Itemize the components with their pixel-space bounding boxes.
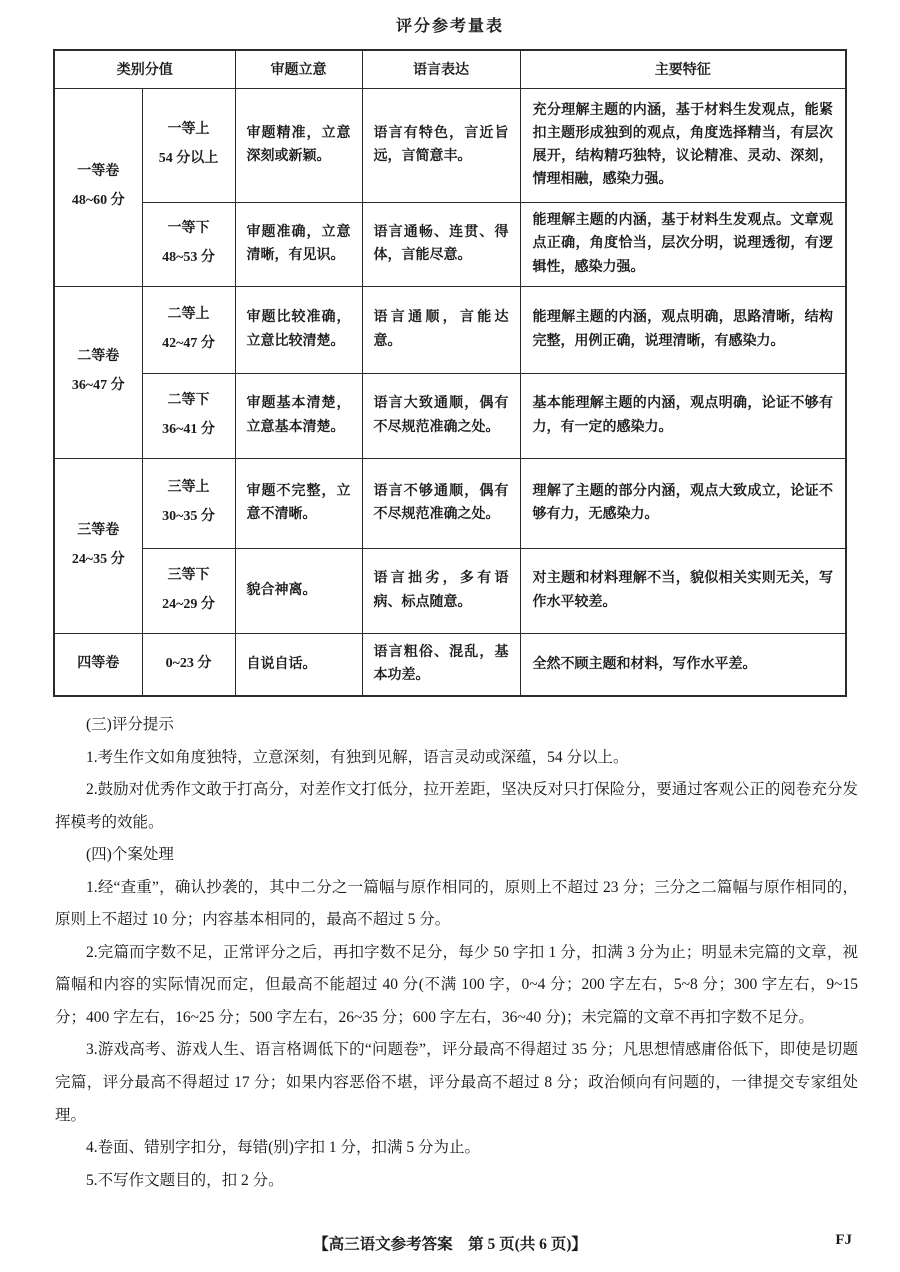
grade-group-name: 二等卷: [77, 349, 120, 365]
grade-level-score: 54 分以上: [158, 151, 219, 166]
grade3-lower-topic-cell: 貌合神离。: [235, 548, 362, 633]
grade2-lower-level-cell: [142, 373, 235, 458]
table-row-grade1-upper: [54, 88, 846, 202]
grade-level-score: 42~47 分: [162, 335, 215, 351]
grade-group-name: 三等卷: [77, 522, 120, 538]
table-row-grade2-upper: [54, 286, 846, 373]
grade3-group-cell: [54, 458, 142, 633]
section3-heading: (三)评分提示: [86, 716, 174, 733]
header-topic-intent: 审题立意: [235, 50, 362, 88]
section3-item-1: 1.考生作文如角度独特，立意深刻，有独到见解，语言灵动或深蕴，54 分以上。: [86, 748, 629, 766]
section4-item-4: 4.卷面、错别字扣分，每错(别)字扣 1 分，扣满 5 分为止。: [86, 1139, 480, 1157]
grade-level-name: 三等下: [167, 567, 210, 583]
section4-item-2: 2.完篇而字数不足，正常评分之后，再扣字数不足分，每少 50 字扣 1 分，扣满 3 分为止；明显未完篇的文章，视篇幅和内容的实际情况而定，但最高不能超过 40 分(不满 100 字，0~4 分；200 字左右，5~8 分；300 字左右，9~15 分；400 字左右，16~25 分；500 字左右，26~35 分；600 字左右，36~40 分)；未完篇的文章不再扣字数不足分。: [55, 943, 858, 1026]
footer-page-info: 【高三语文参考答案 第 5 页(共 6 页)】: [313, 1236, 587, 1253]
grade-group-name: 一等卷: [77, 164, 120, 180]
grade1-group-cell: [54, 88, 142, 286]
section3-item-2: 2.鼓励对优秀作文敢于打高分，对差作文打低分，拉开差距，坚决反对只打保险分，要通过客观公正的阅卷充分发挥模考的效能。: [55, 781, 858, 831]
grade-level-score: 30~35 分: [162, 509, 215, 524]
grade-level-score: 24~29 分: [162, 596, 215, 612]
grade1-lower-topic-cell: 审题准确，立意清晰，有见识。: [235, 202, 362, 286]
grade2-lower-topic-cell: 审题基本清楚，立意基本清楚。: [235, 373, 362, 458]
section4-item-1: 1.经“查重”，确认抄袭的，其中二分之一篇幅与原作相同的，原则上不超过 23 分；三分之二篇幅与原作相同的，原则上不超过 10 分；内容基本相同的，最高不超过 5 分。: [55, 878, 858, 929]
table-row-grade2-lower: [54, 373, 846, 458]
grade4-features-cell: 全然不顾主题和材料，写作水平差。: [520, 633, 846, 696]
footer-code: FJ: [835, 1232, 852, 1248]
grade3-lower-features-cell: 对主题和材料理解不当，貌似相关实则无关，写作水平较差。: [520, 548, 846, 633]
grade-group-range: 36~47 分: [71, 378, 125, 393]
grade4-language-cell: 语言粗俗、混乱，基本功差。: [362, 633, 520, 696]
grade-level-score: 36~41 分: [162, 421, 215, 437]
grade3-lower-level-cell: [142, 548, 235, 633]
grade4-group-cell: 四等卷: [54, 633, 142, 696]
section4-item-5: 5.不写作文题目的，扣 2 分。: [86, 1171, 284, 1189]
grade-level-name: 二等上: [167, 306, 210, 322]
grade4-topic-cell: 自说自话。: [235, 633, 362, 696]
grade2-upper-topic-cell: 审题比较准确，立意比较清楚。: [235, 286, 362, 373]
grade-level-name: 三等上: [167, 480, 210, 496]
grade3-lower-language-cell: 语言拙劣，多有语病、标点随意。: [362, 548, 520, 633]
table-row-grade4: [54, 633, 846, 696]
scoring-rubric-table: [53, 49, 847, 697]
table-row-grade3-lower: [54, 548, 846, 633]
grade2-upper-level-cell: [142, 286, 235, 373]
grade3-upper-features-cell: 理解了主题的部分内涵，观点大致成立，论证不够有力，无感染力。: [520, 458, 846, 548]
grade1-upper-features-cell: 充分理解主题的内涵，基于材料生发观点，能紧扣主题形成独到的观点，角度选择精当，有层次展开，结构精巧独特，议论精准、灵动、深刻，情理相融，感染力强。: [520, 88, 846, 202]
grade-group-range: 24~35 分: [71, 551, 125, 567]
section4-item-3: 3.游戏高考、游戏人生、语言格调低下的“问题卷”，评分最高不得超过 35 分；凡思想情感庸俗低下，即使是切题完篇，评分最高不得超过 17 分；如果内容恶俗不堪，评分最高不超过 8 分；政治倾向有问题的，一律提交专家组处理。: [55, 1041, 858, 1124]
grade3-upper-topic-cell: 审题不完整，立意不清晰。: [235, 458, 362, 548]
grade-level-name: 一等上: [167, 122, 210, 138]
grade2-upper-language-cell: 语言通顺，言能达意。: [362, 286, 520, 373]
grade1-lower-features-cell: 能理解主题的内涵，基于材料生发观点。文章观点正确，角度恰当，层次分明，说理透彻，有逻辑性，感染力强。: [520, 202, 846, 286]
page-title: 评分参考量表: [395, 18, 504, 35]
notes-section: [55, 709, 858, 1197]
grade1-upper-language-cell: 语言有特色，言近旨远，言简意丰。: [362, 88, 520, 202]
header-main-features: 主要特征: [520, 50, 846, 88]
grade1-upper-topic-cell: 审题精准，立意深刻或新颖。: [235, 88, 362, 202]
section4-heading: (四)个案处理: [86, 846, 174, 864]
header-language-expression: 语言表达: [362, 50, 520, 88]
grade2-lower-features-cell: 基本能理解主题的内涵，观点明确，论证不够有力，有一定的感染力。: [520, 373, 846, 458]
grade4-score-cell: 0~23 分: [142, 633, 235, 696]
table-row-grade1-lower: [54, 202, 846, 286]
grade2-group-cell: [54, 286, 142, 458]
page-footer: [0, 1232, 900, 1256]
grade-group-range: 48~60 分: [71, 193, 125, 208]
grade-level-name: 二等下: [167, 392, 210, 408]
grade1-lower-level-cell: [142, 202, 235, 286]
grade1-lower-language-cell: 语言通畅、连贯、得体，言能尽意。: [362, 202, 520, 286]
grade-level-score: 48~53 分: [162, 250, 215, 265]
grade2-lower-language-cell: 语言大致通顺，偶有不尽规范准确之处。: [362, 373, 520, 458]
header-category-score: 类别分值: [54, 50, 235, 88]
table-row-grade3-upper: [54, 458, 846, 548]
grade1-upper-level-cell: [142, 88, 235, 202]
grade-level-name: 一等下: [167, 221, 210, 237]
grade3-upper-level-cell: [142, 458, 235, 548]
grade3-upper-language-cell: 语言不够通顺，偶有不尽规范准确之处。: [362, 458, 520, 548]
table-header-row: [54, 50, 846, 88]
grade2-upper-features-cell: 能理解主题的内涵，观点明确，思路清晰，结构完整，用例正确，说理清晰，有感染力。: [520, 286, 846, 373]
